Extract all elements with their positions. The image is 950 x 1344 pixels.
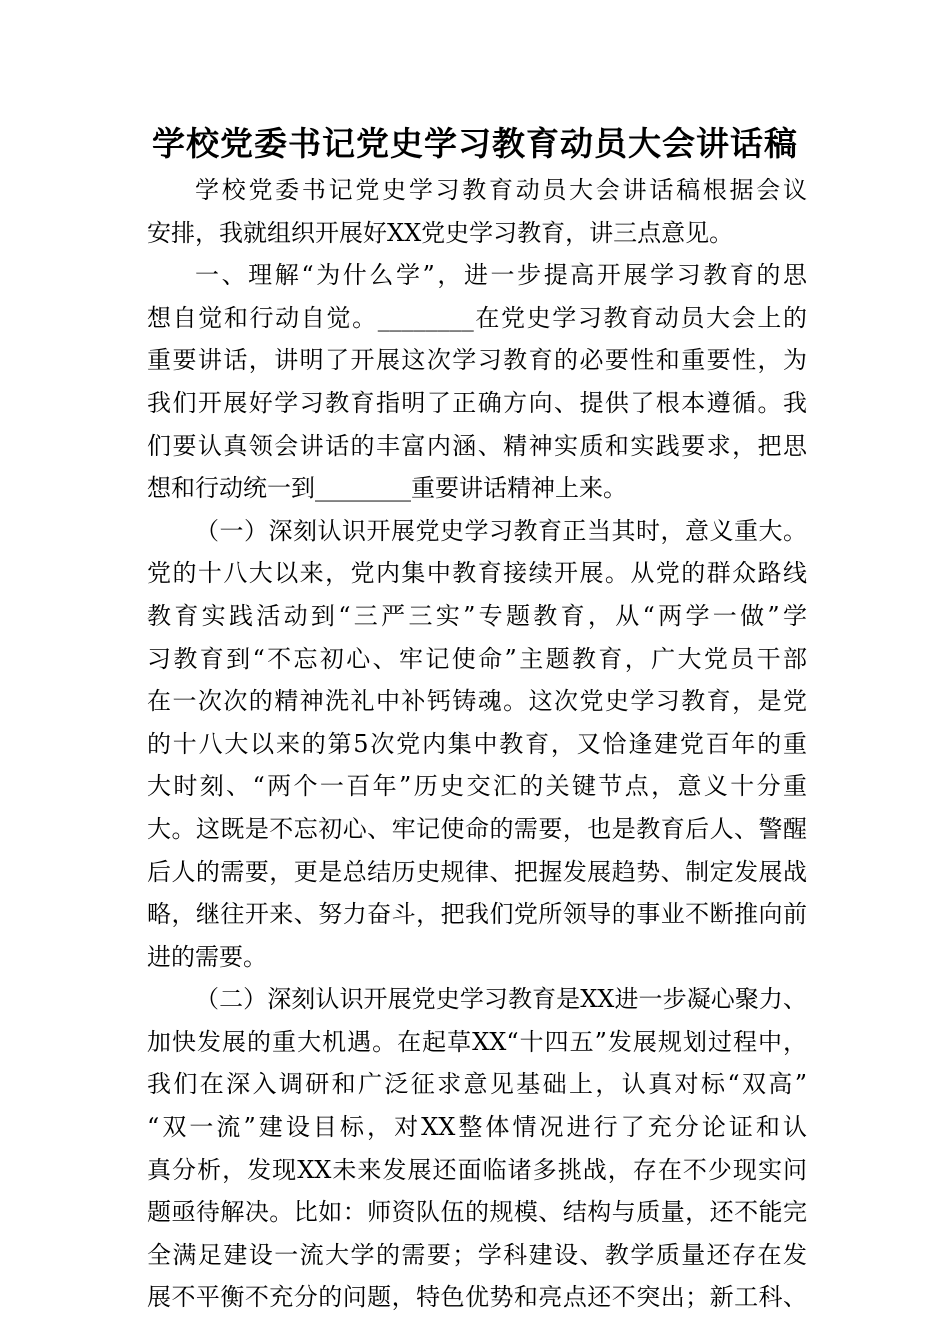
paragraph-3 xyxy=(147,510,807,979)
text-line: 教育实践活动到“三严三实”专题教育，从“两学一做”学 xyxy=(147,601,807,630)
text-line: 想和行动统一到________重要讲话精神上来。 xyxy=(147,474,627,503)
text-line: 习教育到“不忘初心、牢记使命”主题教育，广大党员干部 xyxy=(147,644,807,673)
paragraph-4 xyxy=(147,978,807,1319)
text-line: 大。这既是不忘初心、牢记使命的需要，也是教育后人、警醒 xyxy=(147,814,807,843)
text-line: 真分析，发现XX未来发展还面临诸多挑战，存在不少现实问 xyxy=(147,1155,807,1184)
text-line: 后人的需要，更是总结历史规律、把握发展趋势、制定发展战 xyxy=(147,857,807,886)
text-line: “双一流”建设目标，对XX整体情况进行了充分论证和认 xyxy=(147,1113,807,1142)
text-line: 党的十八大以来，党内集中教育接续开展。从党的群众路线 xyxy=(147,559,807,588)
document-title: 学校党委书记党史学习教育动员大会讲话稿 xyxy=(152,124,798,163)
text-line: 重要讲话，讲明了开展这次学习教育的必要性和重要性，为 xyxy=(147,346,807,375)
text-line: 安排，我就组织开展好XX党史学习教育，讲三点意见。 xyxy=(147,218,734,247)
text-line: 在一次次的精神洗礼中补钙铸魂。这次党史学习教育，是党 xyxy=(147,687,807,716)
text-line: 一、理解“为什么学”，进一步提高开展学习教育的思 xyxy=(195,261,807,290)
text-line: 的十八大以来的第5次党内集中教育，又恰逢建党百年的重 xyxy=(147,729,807,758)
document-body xyxy=(147,169,807,1319)
paragraph-1 xyxy=(147,169,807,254)
text-line: 想自觉和行动自觉。________在党史学习教育动员大会上的 xyxy=(147,303,807,332)
text-line: 学校党委书记党史学习教育动员大会讲话稿根据会议 xyxy=(195,176,807,204)
text-line: 全满足建设一流大学的需要；学科建设、教学质量还存在发 xyxy=(147,1240,807,1269)
text-line: 我们在深入调研和广泛征求意见基础上，认真对标“双高” xyxy=(147,1070,807,1099)
text-line: 略，继往开来、努力奋斗，把我们党所领导的事业不断推向前 xyxy=(147,900,807,929)
text-line: 展不平衡不充分的问题，特色优势和亮点还不突出；新工科、 xyxy=(147,1283,807,1312)
text-line: 题亟待解决。比如：师资队伍的规模、结构与质量，还不能完 xyxy=(147,1198,807,1227)
text-line: 们要认真领会讲话的丰富内涵、精神实质和实践要求，把思 xyxy=(147,431,807,460)
text-line: （二）深刻认识开展党史学习教育是XX进一步凝心聚力、 xyxy=(195,985,807,1014)
paragraph-2 xyxy=(147,254,807,510)
text-line: 加快发展的重大机遇。在起草XX“十四五”发展规划过程中， xyxy=(147,1027,807,1056)
text-line: 大时刻、“两个一百年”历史交汇的关键节点，意义十分重 xyxy=(147,772,807,801)
text-line: （一）深刻认识开展党史学习教育正当其时，意义重大。 xyxy=(195,516,807,545)
text-line: 进的需要。 xyxy=(147,942,267,971)
text-line: 我们开展好学习教育指明了正确方向、提供了根本遵循。我 xyxy=(147,388,807,417)
